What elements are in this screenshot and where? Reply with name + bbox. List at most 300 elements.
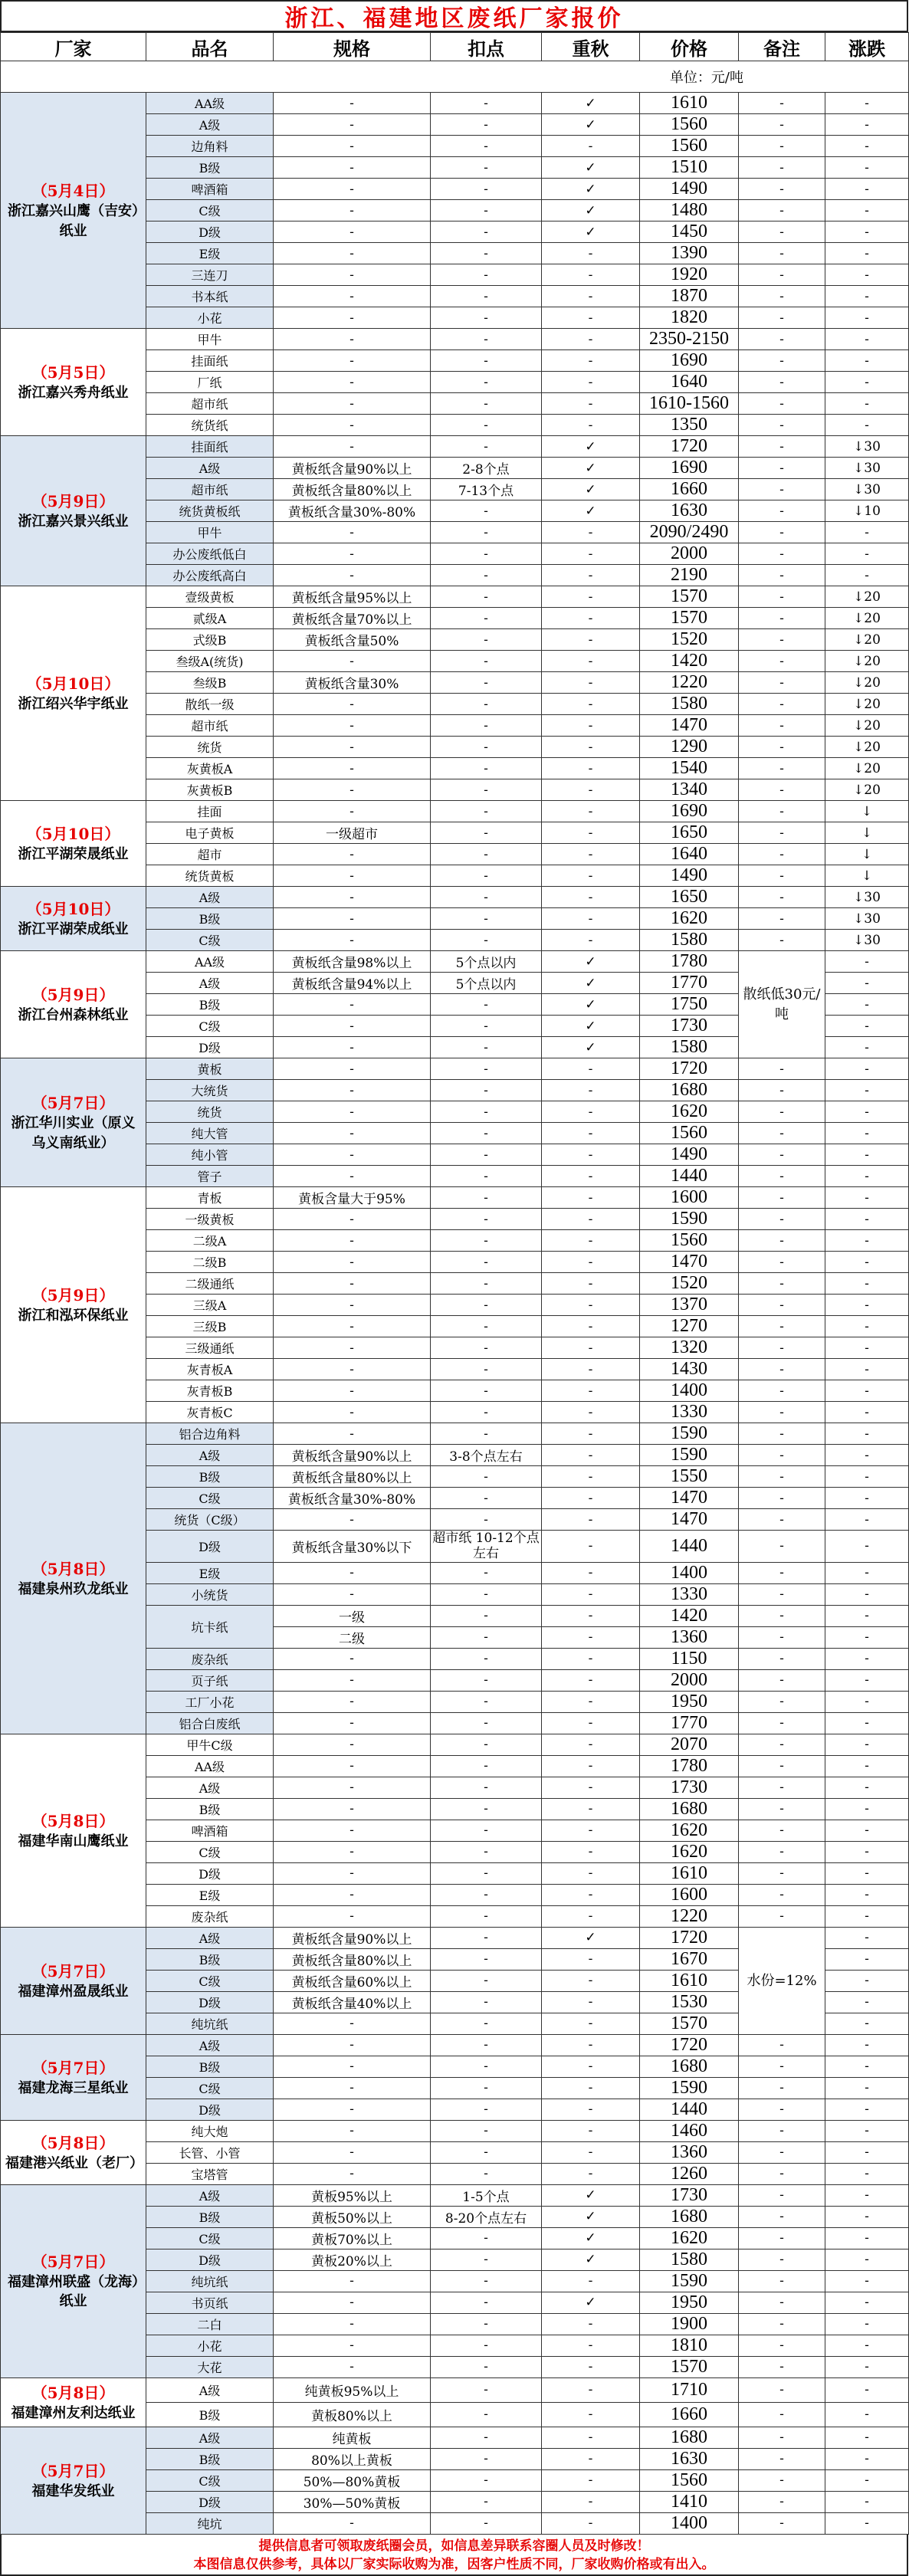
price: 1450 <box>640 222 739 243</box>
change: - <box>825 200 909 222</box>
product-name: A级 <box>146 2184 274 2206</box>
weigh-mark: - <box>542 1123 640 1144</box>
change: ↓20 <box>825 737 909 758</box>
change: - <box>825 2292 909 2313</box>
spec: - <box>274 2313 431 2335</box>
product-name: 小花 <box>146 307 274 329</box>
product-name: A级 <box>146 458 274 479</box>
price: 1560 <box>640 136 739 157</box>
change: - <box>825 2163 909 2184</box>
product-name: 厂纸 <box>146 372 274 393</box>
note: - <box>739 2448 825 2469</box>
spec: 黄板纸含量30% <box>274 672 431 694</box>
product-name: 一级黄板 <box>146 1209 274 1230</box>
spec: - <box>274 801 431 822</box>
note: - <box>739 2377 825 2402</box>
note: - <box>739 436 825 458</box>
weigh-mark: - <box>542 2077 640 2099</box>
product-name: 超市纸 <box>146 393 274 415</box>
spec: - <box>274 393 431 415</box>
spec: - <box>274 2099 431 2120</box>
weigh-mark: - <box>542 350 640 372</box>
price: 1530 <box>640 1991 739 2013</box>
product-name: D级 <box>146 222 274 243</box>
price: 1420 <box>640 651 739 672</box>
change: - <box>825 1016 909 1037</box>
price: 1490 <box>640 1144 739 1166</box>
spec: 黄板纸含量30%-80% <box>274 500 431 522</box>
weigh-mark: - <box>542 1295 640 1316</box>
product-name: 灰黄板A <box>146 758 274 779</box>
report-date: （5月7日） <box>31 2253 115 2272</box>
product-name: 超市纸 <box>146 479 274 500</box>
deduction: - <box>431 264 542 286</box>
deduction: - <box>431 2292 542 2313</box>
change: ↓ <box>825 822 909 844</box>
product-name: 二级B <box>146 1252 274 1273</box>
price: 1440 <box>640 2099 739 2120</box>
note: - <box>739 694 825 715</box>
factory-name: 福建漳州盈晟纸业 <box>18 1983 129 2000</box>
product-name: 啤酒箱 <box>146 1820 274 1841</box>
header-deduction: 扣点 <box>431 33 542 61</box>
deduction: 超市纸 10-12个点左右 <box>431 1531 542 1563</box>
weigh-mark: - <box>542 2335 640 2356</box>
weigh-mark: - <box>542 1841 640 1862</box>
price: 1220 <box>640 672 739 694</box>
weigh-mark: ✓ <box>542 1037 640 1058</box>
deduction: 5个点以内 <box>431 951 542 973</box>
change: - <box>825 973 909 994</box>
product-name: 坑卡纸 <box>146 1605 274 1648</box>
deduction: - <box>431 1509 542 1531</box>
price: 1660 <box>640 2402 739 2427</box>
weigh-mark: - <box>542 243 640 264</box>
note: - <box>739 350 825 372</box>
price: 1340 <box>640 779 739 801</box>
change: - <box>825 1626 909 1648</box>
deduction: - <box>431 286 542 307</box>
spec: - <box>274 2292 431 2313</box>
price: 1810 <box>640 2335 739 2356</box>
weigh-mark: - <box>542 1798 640 1820</box>
price: 1900 <box>640 2313 739 2335</box>
product-name: D级 <box>146 1991 274 2013</box>
weigh-mark: - <box>542 1820 640 1841</box>
product-name: 统货纸 <box>146 415 274 436</box>
spec: - <box>274 1016 431 1037</box>
note: - <box>739 2512 825 2534</box>
weigh-mark: - <box>542 1712 640 1734</box>
spec: - <box>274 651 431 672</box>
spec: 一级超市 <box>274 822 431 844</box>
change: - <box>825 1798 909 1820</box>
report-date: （5月4日） <box>31 182 115 201</box>
note: - <box>739 2034 825 2056</box>
weigh-mark: - <box>542 1273 640 1295</box>
price: 1220 <box>640 1905 739 1927</box>
weigh-mark: - <box>542 329 640 350</box>
price: 1680 <box>640 2427 739 2448</box>
product-name: 三连刀 <box>146 264 274 286</box>
change: - <box>825 1820 909 1841</box>
header-note: 备注 <box>739 33 825 61</box>
note: - <box>739 307 825 329</box>
weigh-mark: - <box>542 1755 640 1777</box>
weigh-mark: - <box>542 1359 640 1380</box>
spec: - <box>274 1123 431 1144</box>
deduction: - <box>431 2099 542 2120</box>
product-name: 超市 <box>146 844 274 865</box>
change: - <box>825 1402 909 1423</box>
deduction: - <box>431 565 542 586</box>
price: 1460 <box>640 2120 739 2141</box>
note: - <box>739 844 825 865</box>
weigh-mark: ✓ <box>542 2249 640 2270</box>
note: - <box>739 1862 825 1884</box>
note: - <box>739 1252 825 1273</box>
note: - <box>739 415 825 436</box>
price: 1330 <box>640 1583 739 1605</box>
factory-cell <box>1 329 146 436</box>
deduction: - <box>431 1712 542 1734</box>
note: - <box>739 930 825 951</box>
deduction: - <box>431 2163 542 2184</box>
weigh-mark: - <box>542 1531 640 1563</box>
change: ↓20 <box>825 651 909 672</box>
weigh-mark: - <box>542 1884 640 1905</box>
spec: - <box>274 2077 431 2099</box>
spec: 黄板纸含量30%以下 <box>274 1531 431 1563</box>
price: 1690 <box>640 458 739 479</box>
weigh-mark: - <box>542 1862 640 1884</box>
product-name: A级 <box>146 887 274 908</box>
factory-name: 浙江绍兴华宇纸业 <box>18 695 129 712</box>
weigh-mark: - <box>542 1691 640 1712</box>
price: 1550 <box>640 1466 739 1488</box>
price: 1570 <box>640 608 739 629</box>
spec: - <box>274 694 431 715</box>
price: 1630 <box>640 2448 739 2469</box>
note: - <box>739 865 825 887</box>
deduction: - <box>431 1927 542 1948</box>
note: - <box>739 2077 825 2099</box>
price: 1470 <box>640 1488 739 1509</box>
weigh-mark: ✓ <box>542 458 640 479</box>
factory-name: 福建龙海三星纸业 <box>18 2079 129 2096</box>
price: 1600 <box>640 1187 739 1209</box>
note: - <box>739 1402 825 1423</box>
weigh-mark: - <box>542 1509 640 1531</box>
spec: - <box>274 1080 431 1101</box>
spec: - <box>274 737 431 758</box>
price: 1950 <box>640 1691 739 1712</box>
spec: 黄板纸含量80%以上 <box>274 1466 431 1488</box>
weigh-mark: - <box>542 1337 640 1359</box>
change: - <box>825 1970 909 1991</box>
deduction: - <box>431 1144 542 1166</box>
price: 1430 <box>640 1359 739 1380</box>
spec: 黄板20%以上 <box>274 2249 431 2270</box>
price: 1470 <box>640 1509 739 1531</box>
weigh-mark: - <box>542 522 640 543</box>
weigh-mark: - <box>542 801 640 822</box>
note: - <box>739 2491 825 2512</box>
weigh-mark: - <box>542 1380 640 1402</box>
weigh-mark: - <box>542 2056 640 2077</box>
weigh-mark: - <box>542 2099 640 2120</box>
deduction: - <box>431 243 542 264</box>
deduction: - <box>431 543 542 565</box>
product-name: E级 <box>146 1884 274 1905</box>
change: - <box>825 1101 909 1123</box>
change: - <box>825 329 909 350</box>
change: - <box>825 1209 909 1230</box>
spec: - <box>274 1337 431 1359</box>
deduction: - <box>431 1862 542 1884</box>
deduction: - <box>431 2427 542 2448</box>
change: - <box>825 2402 909 2427</box>
price: 1690 <box>640 801 739 822</box>
price: 1620 <box>640 1820 739 1841</box>
weigh-mark: ✓ <box>542 222 640 243</box>
factory-name: 浙江嘉兴山鹰（吉安）纸业 <box>8 203 139 239</box>
weigh-mark: - <box>542 1562 640 1583</box>
product-name: B级 <box>146 1948 274 1970</box>
price: 2070 <box>640 1734 739 1755</box>
deduction: - <box>431 651 542 672</box>
spec: 黄板70%以上 <box>274 2227 431 2249</box>
change: ↓10 <box>825 500 909 522</box>
deduction: - <box>431 844 542 865</box>
report-date: （5月9日） <box>31 1285 115 1304</box>
deduction: - <box>431 1037 542 1058</box>
change: ↓30 <box>825 908 909 930</box>
note: - <box>739 286 825 307</box>
note: - <box>739 479 825 500</box>
spec: - <box>274 307 431 329</box>
table-row <box>1 887 909 908</box>
weigh-mark: - <box>542 844 640 865</box>
spec: - <box>274 415 431 436</box>
change: - <box>825 136 909 157</box>
factory-cell <box>1 1927 146 2034</box>
spec: - <box>274 1166 431 1187</box>
deduction: - <box>431 1337 542 1359</box>
change: - <box>825 1884 909 1905</box>
factory-name: 福建漳州联盛（龙海）纸业 <box>8 2274 139 2310</box>
deduction: - <box>431 2077 542 2099</box>
deduction: - <box>431 1734 542 1755</box>
product-name: E级 <box>146 243 274 264</box>
spec: 黄板50%以上 <box>274 2206 431 2227</box>
deduction: - <box>431 822 542 844</box>
change: - <box>825 1841 909 1862</box>
spec: 黄板95%以上 <box>274 2184 431 2206</box>
weigh-mark: - <box>542 393 640 415</box>
spec: - <box>274 1691 431 1712</box>
weigh-mark: ✓ <box>542 436 640 458</box>
weigh-mark: - <box>542 672 640 694</box>
product-name: 二级通纸 <box>146 1273 274 1295</box>
weigh-mark: ✓ <box>542 157 640 179</box>
weigh-mark: - <box>542 2163 640 2184</box>
spec: 80%以上黄板 <box>274 2448 431 2469</box>
weigh-mark: - <box>542 651 640 672</box>
note: - <box>739 1295 825 1316</box>
table-row <box>1 951 909 973</box>
weigh-mark: - <box>542 865 640 887</box>
deduction: - <box>431 2013 542 2034</box>
deduction: - <box>431 157 542 179</box>
change: - <box>825 1777 909 1798</box>
factory-name: 福建华南山鹰纸业 <box>18 1833 129 1849</box>
note: - <box>739 2120 825 2141</box>
price: 1720 <box>640 2034 739 2056</box>
deduction: - <box>431 1466 542 1488</box>
factory-cell <box>1 2427 146 2534</box>
deduction: - <box>431 2120 542 2141</box>
price: 1440 <box>640 1531 739 1563</box>
table-row <box>1 2377 909 2402</box>
change: - <box>825 2448 909 2469</box>
factory-name: 浙江和泓环保纸业 <box>18 1307 129 1324</box>
weigh-mark: ✓ <box>542 479 640 500</box>
deduction: - <box>431 865 542 887</box>
spec: - <box>274 264 431 286</box>
header-spec: 规格 <box>274 33 431 61</box>
note: - <box>739 1691 825 1712</box>
change: - <box>825 2141 909 2163</box>
product-name: 统货黄板纸 <box>146 500 274 522</box>
change: - <box>825 1316 909 1337</box>
note: - <box>739 1101 825 1123</box>
product-name: D级 <box>146 1531 274 1563</box>
weigh-mark: - <box>542 694 640 715</box>
price: 2000 <box>640 543 739 565</box>
change: - <box>825 1380 909 1402</box>
change: - <box>825 2377 909 2402</box>
deduction: - <box>431 887 542 908</box>
price: 1770 <box>640 973 739 994</box>
deduction: - <box>431 1948 542 1970</box>
product-name: 散纸一级 <box>146 694 274 715</box>
change: - <box>825 93 909 114</box>
spec: 黄板纸含量70%以上 <box>274 608 431 629</box>
page-title: 浙江、福建地区废纸厂家报价 <box>0 0 908 32</box>
note: - <box>739 758 825 779</box>
weigh-mark: - <box>542 1488 640 1509</box>
change: - <box>825 1273 909 1295</box>
product-name: B级 <box>146 2402 274 2427</box>
change: ↓20 <box>825 672 909 694</box>
deduction: - <box>431 758 542 779</box>
deduction: - <box>431 1626 542 1648</box>
price: 1670 <box>640 1948 739 1970</box>
spec: - <box>274 1380 431 1402</box>
change: - <box>825 543 909 565</box>
deduction: - <box>431 415 542 436</box>
weigh-mark: ✓ <box>542 2292 640 2313</box>
change: - <box>825 1712 909 1734</box>
weigh-mark: - <box>542 565 640 586</box>
note: 水份=12% <box>739 1927 825 2034</box>
note: - <box>739 1648 825 1669</box>
deduction: - <box>431 2491 542 2512</box>
product-name: 灰青板B <box>146 1380 274 1402</box>
spec: - <box>274 1144 431 1166</box>
spec: - <box>274 1841 431 1862</box>
header-row <box>1 33 909 61</box>
report-date: （5月9日） <box>31 491 115 510</box>
price: 1470 <box>640 1252 739 1273</box>
product-name: 页子纸 <box>146 1669 274 1691</box>
note: - <box>739 458 825 479</box>
weigh-mark: - <box>542 1948 640 1970</box>
weigh-mark: - <box>542 737 640 758</box>
change: - <box>825 1905 909 1927</box>
spec: - <box>274 1359 431 1380</box>
note: - <box>739 1123 825 1144</box>
note: - <box>739 157 825 179</box>
spec: - <box>274 200 431 222</box>
spec: - <box>274 1058 431 1080</box>
weigh-mark: - <box>542 1970 640 1991</box>
deduction: - <box>431 393 542 415</box>
product-name: A级 <box>146 1777 274 1798</box>
price: 1680 <box>640 1798 739 1820</box>
change: - <box>825 1509 909 1531</box>
factory-name: 福建泉州玖龙纸业 <box>18 1580 129 1597</box>
note: - <box>739 2356 825 2377</box>
change: - <box>825 522 909 543</box>
note: - <box>739 1359 825 1380</box>
spec: 黄板纸含量94%以上 <box>274 973 431 994</box>
note: - <box>739 2292 825 2313</box>
price: 1620 <box>640 2227 739 2249</box>
price: 1560 <box>640 1230 739 1252</box>
deduction: - <box>431 694 542 715</box>
deduction: - <box>431 672 542 694</box>
deduction: - <box>431 1230 542 1252</box>
deduction: - <box>431 307 542 329</box>
change: - <box>825 1166 909 1187</box>
price: 1560 <box>640 2469 739 2491</box>
product-name: C级 <box>146 1488 274 1509</box>
change: - <box>825 2034 909 2056</box>
change: - <box>825 415 909 436</box>
change: - <box>825 2356 909 2377</box>
price: 1270 <box>640 1316 739 1337</box>
deduction: - <box>431 1016 542 1037</box>
product-name: 铝合边角料 <box>146 1423 274 1445</box>
product-name: 铝合白废纸 <box>146 1712 274 1734</box>
weigh-mark: - <box>542 1466 640 1488</box>
weigh-mark: - <box>542 1166 640 1187</box>
weigh-mark: - <box>542 2377 640 2402</box>
product-name: A级 <box>146 2427 274 2448</box>
report-date: （5月7日） <box>31 2058 115 2077</box>
factory-name: 浙江嘉兴景兴纸业 <box>18 513 129 530</box>
weigh-mark: - <box>542 1605 640 1626</box>
change: ↓ <box>825 865 909 887</box>
spec: 黄板纸含量80%以上 <box>274 479 431 500</box>
note: - <box>739 543 825 565</box>
spec: - <box>274 1820 431 1841</box>
product-name: B级 <box>146 908 274 930</box>
change: ↓ <box>825 844 909 865</box>
product-name: 甲牛 <box>146 329 274 350</box>
